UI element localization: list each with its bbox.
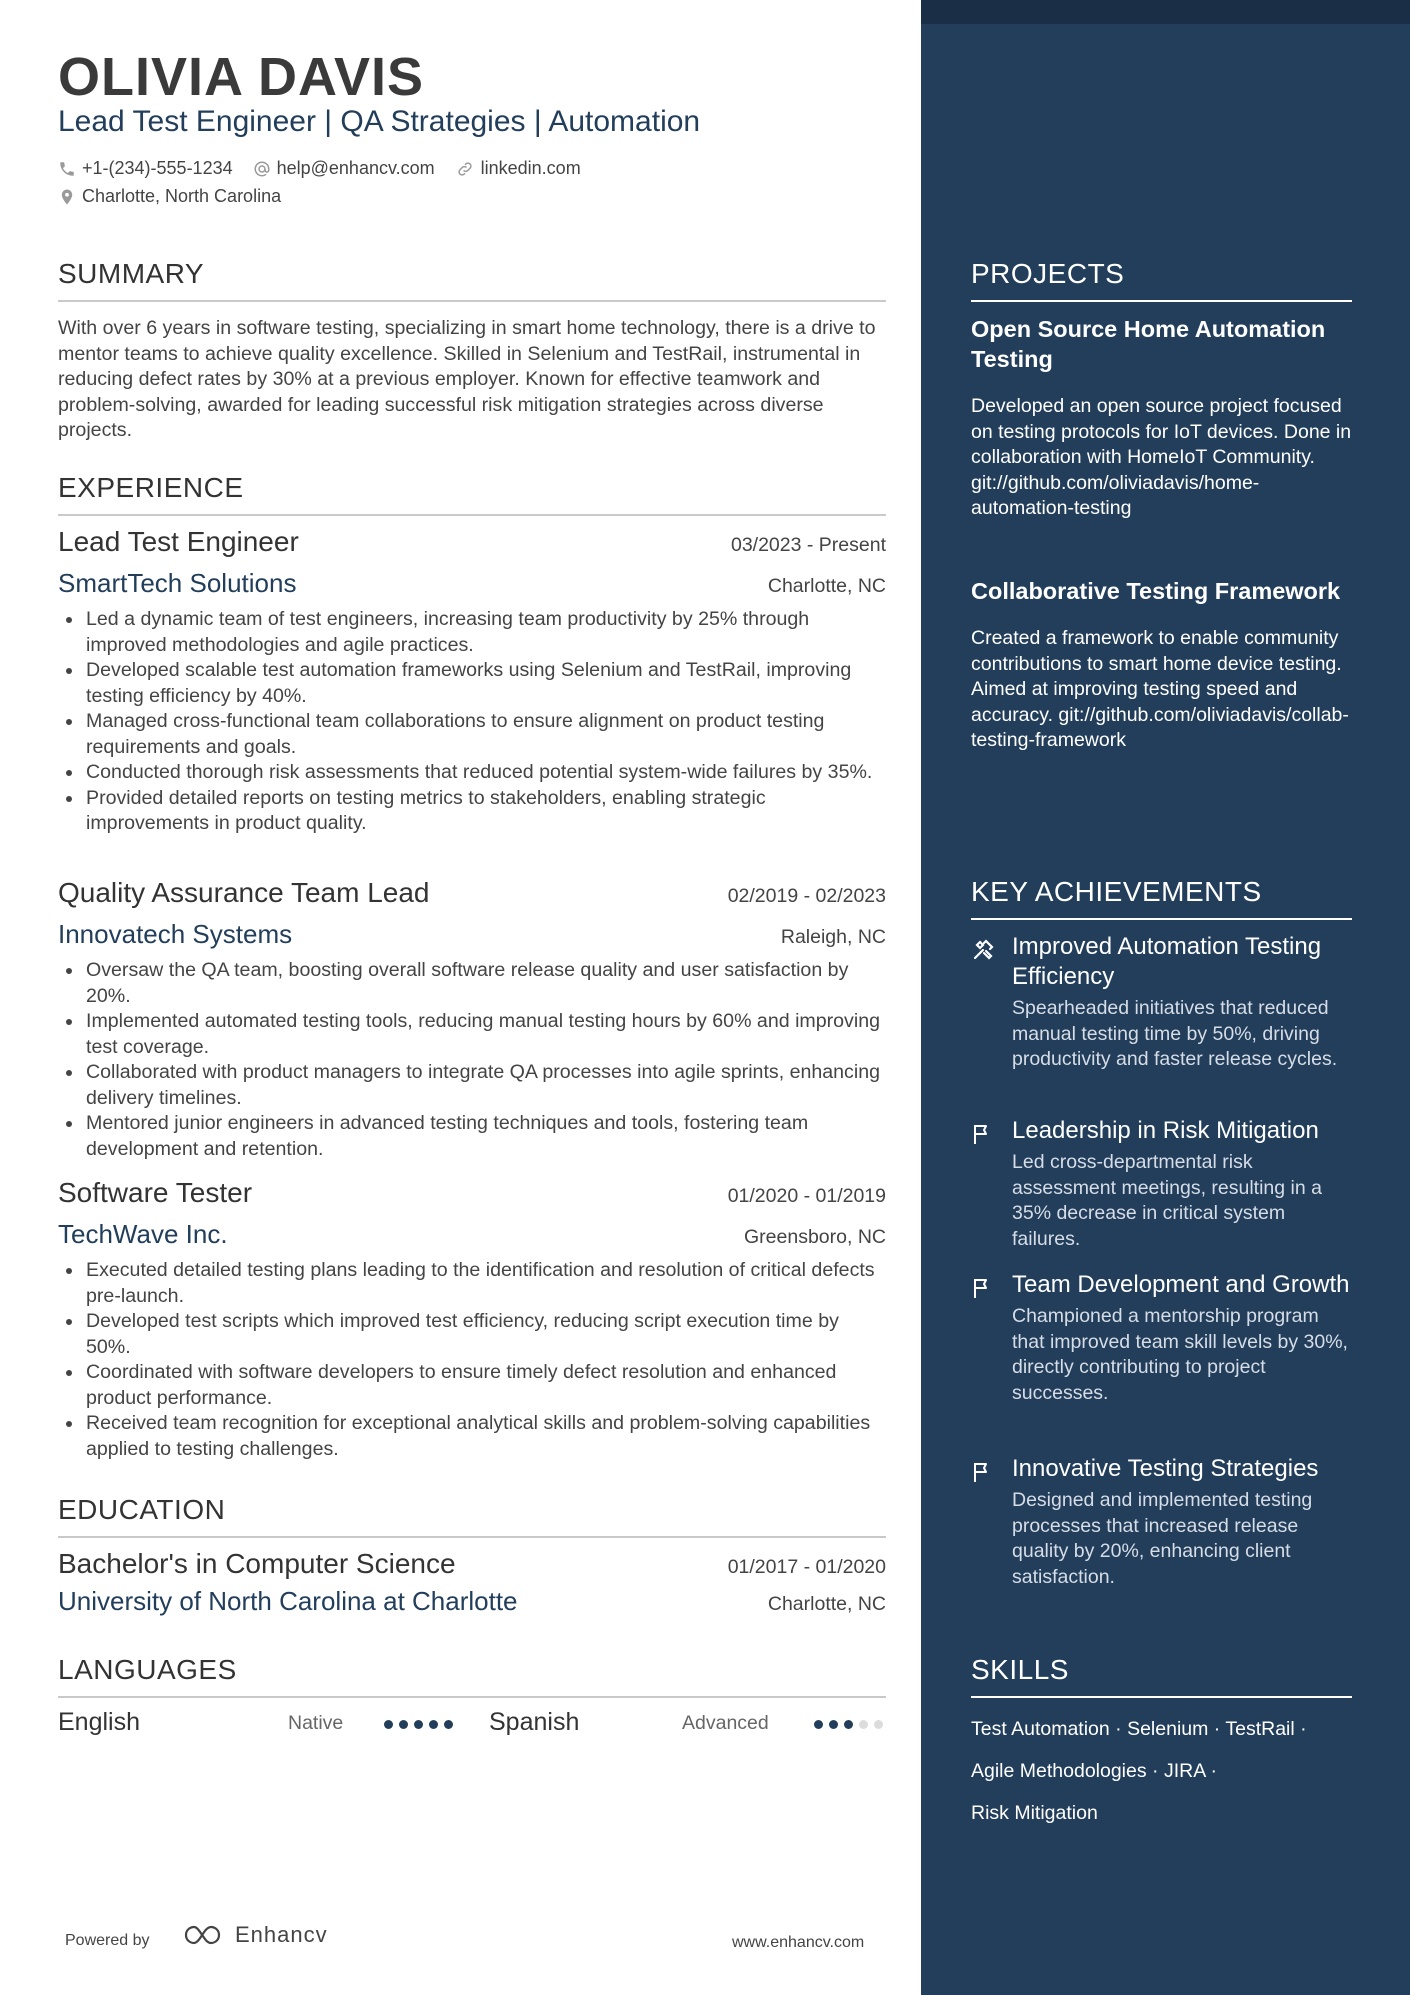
skills-heading: SKILLS (971, 1654, 1352, 1698)
candidate-name: OLIVIA DAVIS (58, 47, 425, 107)
project-description-text: Developed an open source project focused on testing protocols for IoT devices. Done in collaboration with HomeIoT Community. (971, 395, 1352, 468)
rating-dot-filled (829, 1720, 838, 1729)
job-dates: 01/2020 - 01/2019 (727, 1185, 886, 1207)
education-dates: 01/2017 - 01/2020 (727, 1556, 886, 1578)
job-title: Lead Test Engineer (58, 526, 299, 557)
phone-contact (58, 158, 233, 179)
job-company: SmartTech Solutions (58, 568, 297, 598)
phone-text: +1-(234)-555-1234 (82, 158, 233, 178)
location-pin-icon (58, 187, 76, 207)
bullet-item: Executed detailed testing plans leading to the identification and resolution of critical defects pre-launch. (58, 1258, 886, 1309)
achievement-title: Leadership in Risk Mitigation (1012, 1117, 1319, 1144)
location-contact (58, 186, 281, 207)
languages-row (58, 1708, 886, 1744)
bullet-item: Led a dynamic team of test engineers, increasing team productivity by 25% through improved methodologies and agile practices. (58, 607, 886, 658)
enhancv-logo-icon (183, 1923, 229, 1947)
contact-row (58, 158, 601, 179)
bullet-item: Developed test scripts which improved test efficiency, reducing script execution time by 50%. (58, 1309, 886, 1360)
bullet-item: Collaborated with product managers to integrate QA processes into agile sprints, enhancing delivery timelines. (58, 1060, 886, 1111)
rating-dot-filled (844, 1720, 853, 1729)
job-title: Software Tester (58, 1177, 253, 1208)
language-name: Spanish (489, 1708, 580, 1736)
job-dates: 02/2019 - 02/2023 (727, 885, 886, 907)
job-location: Charlotte, NC (767, 575, 886, 597)
project-link[interactable]: git://github.com/oliviadavis/home-automation-testing (971, 471, 1260, 519)
project-link[interactable]: git://github.com/oliviadavis/collab-testing-framework (971, 703, 1349, 751)
bullet-item: Provided detailed reports on testing metrics to stakeholders, enabling strategic improvements in product quality. (58, 786, 886, 837)
bullet-item: Oversaw the QA team, boosting overall software release quality and user satisfaction by 20%. (58, 958, 886, 1009)
linkedin-text: linkedin.com (480, 158, 581, 178)
school: University of North Carolina at Charlotte (58, 1586, 518, 1616)
job-company: Innovatech Systems (58, 919, 293, 949)
flag-icon (971, 1460, 995, 1489)
enhancv-brand-text: Enhancv (235, 1922, 328, 1947)
experience-entry (58, 526, 886, 837)
project-description-text: Created a framework to enable community contributions to smart home device testing. Aimed at improving testing speed and accuracy. (971, 627, 1342, 726)
job-title: Quality Assurance Team Lead (58, 877, 430, 908)
education-entry (58, 1548, 886, 1617)
achievement-entry (971, 1454, 1352, 1590)
language-rating (814, 1720, 889, 1729)
experience-entry (58, 1177, 886, 1462)
education-heading: EDUCATION (58, 1494, 886, 1538)
achievement-description: Led cross-departmental risk assessment meetings, resulting in a 35% decrease in critical system failures. (1012, 1151, 1322, 1250)
achievement-entry (971, 1116, 1352, 1252)
flag-icon (971, 1122, 995, 1151)
bullet-item: Received team recognition for exceptional analytical skills and problem-solving capabilities applied to testing challenges. (58, 1411, 886, 1462)
sidebar-top-band (921, 0, 1410, 24)
job-bullets (58, 958, 886, 1162)
summary-text: With over 6 years in software testing, specializing in smart home technology, there is a drive to mentor teams to achieve quality excellence. Skilled in Selenium and TestRail, instrumental in reducing defect rates by 30% at a previous employer. Known for effective teamwork and problem-solving, awarded for leading successful risk mitigation strategies across diverse projects. (58, 317, 876, 441)
project-title: Open Source Home Automation Testing (971, 316, 1326, 372)
language-level: Advanced (682, 1712, 769, 1734)
language-name: English (58, 1708, 140, 1736)
rating-dot-filled (814, 1720, 823, 1729)
phone-icon (58, 160, 76, 178)
education-location: Charlotte, NC (767, 1593, 886, 1615)
experience-heading: EXPERIENCE (58, 472, 886, 516)
location-row (58, 186, 301, 207)
achievement-title: Team Development and Growth (1012, 1271, 1350, 1298)
bullet-item: Mentored junior engineers in advanced testing techniques and tools, fostering team development and retention. (58, 1111, 886, 1162)
sidebar-column (921, 0, 1410, 1995)
experience-entry (58, 877, 886, 1162)
skills-line: Agile Methodologies · JIRA · (971, 1760, 1218, 1782)
achievement-description: Championed a mentorship program that improved team skill levels by 30%, directly contributing to project successes. (1012, 1305, 1348, 1404)
rating-dot-empty (874, 1720, 883, 1729)
bullet-item: Conducted thorough risk assessments that reduced potential system-wide failures by 35%. (58, 760, 886, 786)
project-entry (971, 314, 1352, 522)
bullet-item: Implemented automated testing tools, reducing manual testing hours by 60% and improving test coverage. (58, 1009, 886, 1060)
language-level: Native (288, 1712, 344, 1734)
flag-icon (971, 1276, 995, 1305)
job-location: Greensboro, NC (744, 1226, 886, 1248)
rating-dot-empty (859, 1720, 868, 1729)
achievement-title: Improved Automation Testing Efficiency (1012, 933, 1322, 990)
bullet-item: Managed cross-functional team collaborations to ensure alignment on product testing requirements and goals. (58, 709, 886, 760)
skills-line: Test Automation · Selenium · TestRail · (971, 1718, 1307, 1740)
achievements-heading: KEY ACHIEVEMENTS (971, 876, 1352, 920)
at-icon (253, 160, 271, 178)
achievement-entry (971, 932, 1352, 1073)
job-bullets (58, 607, 886, 837)
rating-dot-filled (429, 1720, 438, 1729)
summary-heading: SUMMARY (58, 258, 886, 302)
achievement-title: Innovative Testing Strategies (1012, 1455, 1319, 1482)
rating-dot-filled (414, 1720, 423, 1729)
project-description (971, 394, 1352, 522)
project-description (971, 626, 1352, 754)
rating-dot-filled (384, 1720, 393, 1729)
tools-icon (971, 938, 995, 967)
email-contact[interactable] (253, 158, 435, 179)
footer-url[interactable]: www.enhancv.com (732, 1934, 865, 1951)
achievement-description: Designed and implemented testing processes that increased release quality by 20%, enhancing client satisfaction. (1012, 1489, 1313, 1588)
skills-list (971, 1708, 1352, 1834)
powered-by-label: Powered by (65, 1932, 150, 1949)
job-bullets (58, 1258, 886, 1462)
language-rating (384, 1720, 459, 1729)
job-dates: 03/2023 - Present (730, 534, 886, 556)
link-icon (455, 160, 475, 178)
rating-dot-filled (444, 1720, 453, 1729)
job-company: TechWave Inc. (58, 1219, 228, 1249)
degree: Bachelor's in Computer Science (58, 1548, 456, 1579)
project-title: Collaborative Testing Framework (971, 578, 1341, 604)
linkedin-contact[interactable] (455, 158, 581, 179)
rating-dot-filled (399, 1720, 408, 1729)
projects-heading: PROJECTS (971, 258, 1352, 302)
bullet-item: Developed scalable test automation frameworks using Selenium and TestRail, improving testing efficiency by 40%. (58, 658, 886, 709)
location-text: Charlotte, North Carolina (82, 186, 282, 206)
enhancv-logo[interactable] (183, 1922, 328, 1948)
project-entry (971, 576, 1352, 754)
email-text: help@enhancv.com (276, 158, 435, 178)
achievement-entry (971, 1270, 1352, 1406)
headline: Lead Test Engineer | QA Strategies | Automation (58, 105, 701, 138)
skills-line: Risk Mitigation (971, 1802, 1098, 1824)
languages-heading: LANGUAGES (58, 1654, 886, 1698)
achievement-description: Spearheaded initiatives that reduced manual testing time by 50%, driving productivity and faster release cycles. (1012, 997, 1338, 1070)
bullet-item: Coordinated with software developers to ensure timely defect resolution and enhanced product performance. (58, 1360, 886, 1411)
job-location: Raleigh, NC (780, 926, 886, 948)
